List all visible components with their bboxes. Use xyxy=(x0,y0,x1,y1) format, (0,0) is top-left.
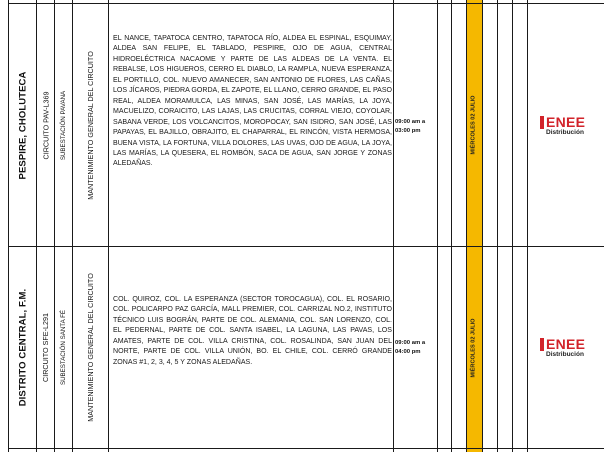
grid-line xyxy=(437,0,438,452)
substation-cell xyxy=(55,4,72,246)
grid-line xyxy=(8,448,604,449)
work-cell xyxy=(73,4,108,246)
grid-line xyxy=(482,0,483,452)
day-label: MIÉRCOLES 02 JULIO xyxy=(471,317,477,378)
grid-line xyxy=(451,0,452,452)
grid-line xyxy=(497,0,498,452)
area-cell xyxy=(9,4,36,246)
work-cell xyxy=(73,247,108,448)
area-label: PESPIRE, CHOLUTECA xyxy=(17,71,28,179)
logo-subtitle: Distribución xyxy=(546,129,584,136)
logo-subtitle: Distribución xyxy=(546,351,584,358)
grid-line xyxy=(527,0,528,452)
time-cell xyxy=(395,118,437,136)
day-label: MIÉRCOLES 02 JULIO xyxy=(471,95,477,155)
work-label: MANTENIMIENTO GENERAL DEL CIRCUITO xyxy=(86,273,95,422)
affected-sectors-text: EL NANCE, TAPATOCA CENTRO, TAPATOCA RÍO, ALDEA EL ESPINAL, ESQUIMAY, ALDEA SAN FELIPE, EL TABLADO, PESPIRE, OJO DE AGUA, CENTRAL HIDROELÉCTRICA NACAOME Y PARTE DE LAS ALDEAS DE LA VENTA. EL REBALSE, LOS HIGUEROS, CERRO EL DIABLO, LA RAMPLA, NUEVA ESPERANZA, EL PORTILLO, COL. NUEVO AMANECER, SAN ANTONIO DE FLORES, LAS CAÑAS, LOS JÍCAROS, PIEDRA GORDA, EL ZAPOTE, EL LLANO, CERRO GRANDE, EL PASO REAL, ALDEA MORAMULCA, LAS MINAS, SAN JOSÉ, LAS MARÍAS, LA JOYA, MACUELIZO, CORAICITO, LAS LAJAS, LAS CRUCITAS, CORRAL VIEJO, COYOLAR, SABANA VERDE, LOS VOLCANCITOS, MOROPOCAY, SAN ISIDRO, SAN JOSÉ, LAS PAPAYAS, EL BAJILLO, OBRAJITO, EL CHAPARRAL, EL RINCÓN, VISTA HERMOSA, BUENA VISTA, LA FORTUNA, VILLA DOLORES, LAS UVAS, OJO DE AGUA, LA JOYA, LAS MARÍAS, LA QUESERA, EL ROMBÓN, SACA DE AGUA, SAN JORGE Y ZONAS ALEDAÑAS. xyxy=(113,35,392,168)
circuit-label: CIRCUITO SFE-L291 xyxy=(41,313,50,382)
work-label: MANTENIMIENTO GENERAL DEL CIRCUITO xyxy=(86,50,95,200)
day-cell xyxy=(466,4,482,246)
enee-logo-mark xyxy=(540,116,544,129)
time-start: 09:00 am a xyxy=(395,340,426,346)
time-end: 03:00 pm xyxy=(395,128,421,134)
area-label: DISTRITO CENTRAL, F.M. xyxy=(17,288,29,407)
logo-brand: ENEE xyxy=(546,336,586,352)
affected-sectors-text: COL. QUIROZ, COL. LA ESPERANZA (SECTOR TOROCAGUA), COL. EL ROSARIO, COL. POLICARPO PAZ GARCÍA, MALL PREMIER, COL. CARRIZAL NO.2, INSTITUTO TÉCNICO LUIS BOGRÁN, PARTE DE COL. ALEMANIA, COL. SAN LORENZO, COL. EL PEDERNAL, PARTE DE COL. SANTA ISABEL, LA LAGUNA, LAS PAVAS, LOS AMATES, PARTE DE COL. VILLA CRISTINA, COL. ROSALINDA, SAN JUAN DEL NORTE, PARTE DE COL. VILLA UNIÓN, BO. EL CHILE, COL. CERRÓ GRANDE ZONAS #1, 2, 3, 4, 5 Y ZONAS ALEDAÑAS. xyxy=(113,296,392,366)
enee-logo-mark xyxy=(540,338,544,351)
circuit-label: CIRCUITO PAV-L369 xyxy=(41,91,50,159)
substation-label: SUBESTACIÓN PAVANA xyxy=(60,90,67,160)
substation-cell xyxy=(55,247,72,448)
time-cell xyxy=(395,339,437,357)
enee-logo xyxy=(540,337,600,363)
grid-line xyxy=(393,0,394,452)
substation-label: SUBESTACIÓN SANTA FÉ xyxy=(60,309,68,386)
circuit-cell xyxy=(37,4,54,246)
enee-logo xyxy=(540,115,600,141)
grid-line xyxy=(108,0,109,452)
circuit-cell xyxy=(37,247,54,448)
area-cell xyxy=(9,247,36,448)
time-end: 04:00 pm xyxy=(395,349,421,355)
time-start: 09:00 am a xyxy=(395,119,426,125)
day-cell xyxy=(466,247,482,448)
logo-brand: ENEE xyxy=(546,114,586,130)
grid-line xyxy=(512,0,513,452)
